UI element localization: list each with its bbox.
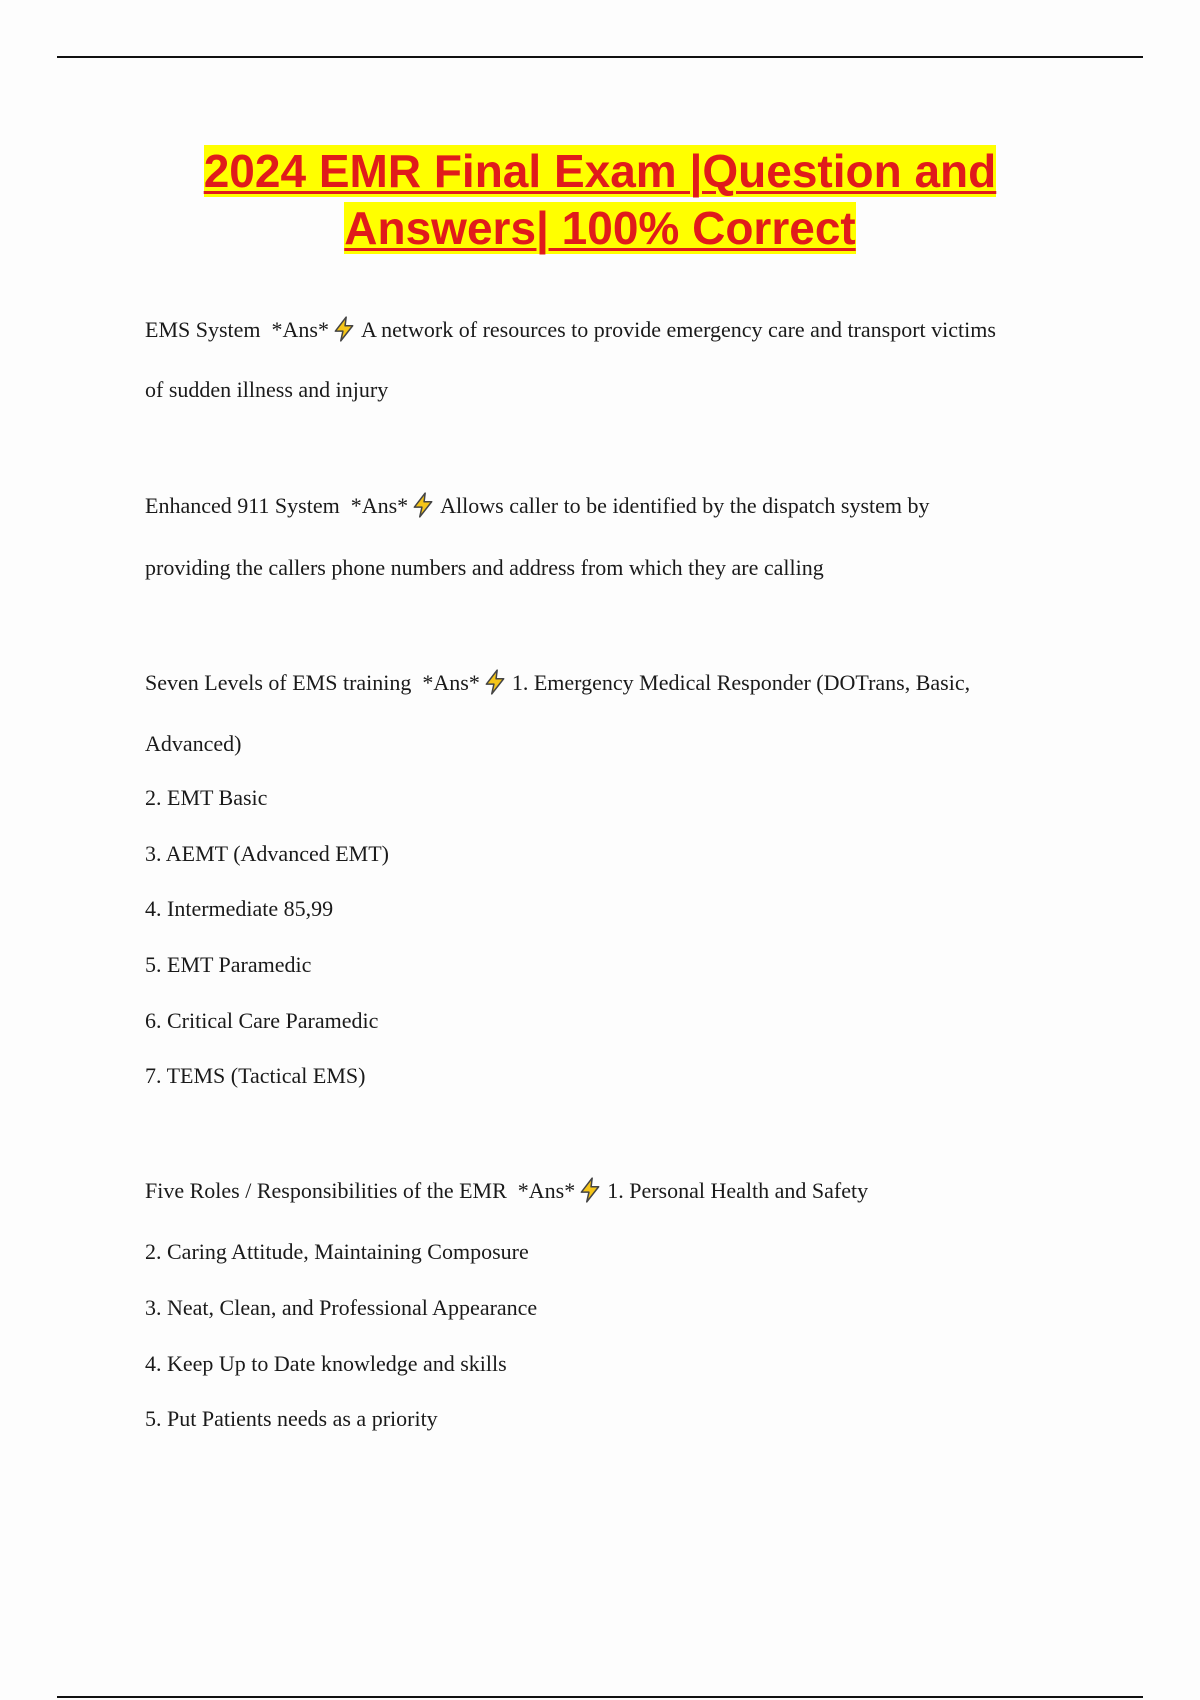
list-item: 4. Keep Up to Date knowledge and skills	[145, 1351, 507, 1376]
qa-entry-4	[145, 1176, 868, 1206]
answer-continuation: Advanced)	[145, 731, 242, 756]
answer-continuation: of sudden illness and injury	[145, 377, 389, 402]
title-line-1: 2024 EMR Final Exam |Question and	[203, 145, 997, 197]
list-item: 6. Critical Care Paramedic	[145, 1008, 379, 1033]
term: Seven Levels of EMS training	[145, 670, 412, 695]
list-item: 7. TEMS (Tactical EMS)	[145, 1063, 366, 1088]
ans-marker: *Ans*	[422, 670, 480, 695]
lightning-bolt-icon	[410, 492, 436, 518]
list-item: 3. Neat, Clean, and Professional Appearance	[145, 1295, 538, 1320]
list-item: 5. Put Patients needs as a priority	[145, 1406, 438, 1431]
answer-text: Allows caller to be identified by the dispatch system by	[440, 493, 930, 518]
lightning-bolt-icon	[577, 1177, 603, 1203]
ans-marker: *Ans*	[271, 317, 329, 342]
ans-marker: *Ans*	[350, 493, 409, 518]
document-title	[0, 143, 1200, 257]
qa-entry-3	[145, 668, 970, 698]
list-item: 5. EMT Paramedic	[145, 952, 312, 977]
qa-entry-1	[145, 315, 996, 345]
title-line-2: Answers| 100% Correct	[344, 202, 856, 254]
answer-text: 1. Personal Health and Safety	[607, 1178, 869, 1203]
bottom-rule	[57, 1696, 1143, 1698]
lightning-bolt-icon	[331, 316, 357, 342]
term: Five Roles / Responsibilities of the EMR	[145, 1178, 507, 1203]
answer-continuation: providing the callers phone numbers and address from which they are calling	[145, 555, 824, 580]
list-item: 2. EMT Basic	[145, 785, 268, 810]
term: Enhanced 911 System	[145, 493, 340, 518]
ans-marker: *Ans*	[517, 1178, 576, 1203]
answer-text: A network of resources to provide emergency care and transport victims	[360, 317, 996, 342]
list-item: 2. Caring Attitude, Maintaining Composure	[145, 1239, 529, 1264]
list-item: 4. Intermediate 85,99	[145, 896, 334, 921]
qa-entry-2	[145, 491, 930, 521]
top-rule	[57, 56, 1143, 58]
list-item: 3. AEMT (Advanced EMT)	[145, 841, 389, 866]
answer-text: 1. Emergency Medical Responder (DOTrans, Basic,	[511, 670, 971, 695]
term: EMS System	[145, 317, 261, 342]
lightning-bolt-icon	[482, 669, 508, 695]
